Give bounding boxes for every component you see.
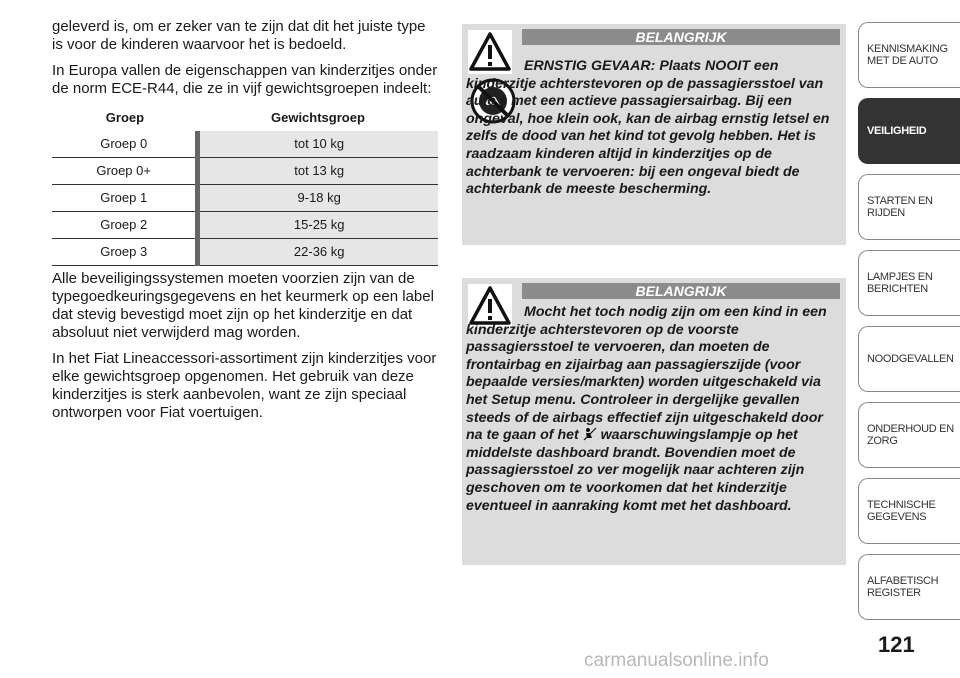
weight-cell: 22-36 kg <box>198 239 438 266</box>
table-header-weight: Gewichtsgroep <box>270 110 365 125</box>
page-number: 121 <box>878 632 915 657</box>
warning-box-deactivate <box>462 278 846 565</box>
table-row <box>52 158 438 185</box>
weight-cell: tot 13 kg <box>198 158 438 185</box>
tab-noodgevallen[interactable]: NOODGEVALLEN <box>858 326 960 392</box>
tab-register[interactable]: ALFABETISCH REGISTER <box>858 554 960 620</box>
group-cell: Groep 0+ <box>52 158 198 185</box>
warning-text-part2: waarschuwingslampje op het middelste dashboard brandt. Bovendien moet de passagiersstoel zo ver mogelijk naar achteren zijn geschoven om te voorkomen dat het kinderzitje eventueel in aanraking komt met het dashboard. <box>466 427 805 514</box>
watermark: carmanualsonline.info <box>584 650 769 671</box>
warning-banner: BELANGRIJK <box>522 283 840 299</box>
warning-text-part1: Mocht het toch nodig zijn om een kind in een kinderzitje achterstevoren op de voorste passagiersstoel te vervoeren, dan moeten de frontairbag en zijairbag aan passagierszijde (voor bepaalde versies/markten) worden uitgeschakeld via het Setup menu. Controleer in dergelijke gevallen steeds of de airbags effectief zijn uitgeschakeld door na te gaan of het <box>466 304 827 444</box>
tab-veiligheid[interactable]: VEILIGHEID <box>858 98 960 164</box>
accessory-paragraph: In het Fiat Lineaccessori-assortiment zijn kinderzitjes voor elke gewichtsgroep opgenomen. Het gebruik van deze kinderzitjes is sterk aanbevolen, want ze zijn speciaal ontworpen voor Fiat voertuigen. <box>52 350 437 421</box>
tab-lampjes[interactable]: LAMPJES EN BERICHTEN <box>858 250 960 316</box>
weight-cell: 9-18 kg <box>198 185 438 212</box>
tab-starten[interactable]: STARTEN EN RIJDEN <box>858 174 960 240</box>
weight-group-table <box>52 106 438 266</box>
label-paragraph: Alle beveiligingssystemen moeten voorzien zijn van de typegoedkeuringsgegevens en het keurmerk op een label dat stevig bevestigd moet zijn op het kinderzitje en dat absoluut niet verwijderd mag worden. <box>52 270 434 341</box>
table-row <box>52 185 438 212</box>
group-cell: Groep 3 <box>52 239 198 266</box>
tab-onderhoud[interactable]: ONDERHOUD EN ZORG <box>858 402 960 468</box>
table-header-group: Groep <box>105 110 145 125</box>
body-text-column <box>52 18 440 430</box>
group-cell: Groep 2 <box>52 212 198 239</box>
tab-technische[interactable]: TECHNISCHE GEGEVENS <box>858 478 960 544</box>
weight-cell: tot 10 kg <box>198 131 438 158</box>
warning-banner: BELANGRIJK <box>522 29 840 45</box>
weight-cell: 15-25 kg <box>198 212 438 239</box>
table-row <box>52 212 438 239</box>
norm-paragraph: In Europa vallen de eigenschappen van kinderzitjes onder de norm ECE-R44, die ze in vijf gewichtsgroepen indeelt: <box>52 62 438 97</box>
warning-box-airbag <box>462 24 846 245</box>
tab-kennismaking[interactable]: KENNISMAKING MET DE AUTO <box>858 22 960 88</box>
group-cell: Groep 0 <box>52 131 198 158</box>
table-row <box>52 239 438 266</box>
warning-text-deactivate <box>466 304 840 515</box>
passenger-airbag-off-icon <box>583 427 597 441</box>
warning-text-airbag: ERNSTIG GEVAAR: Plaats NOOIT een kinderzitje achterstevoren op de passagiersstoel van auto's met een actieve passagiersairbag. Bij een ongeval, hoe klein ook, kan de airbag ernstig letsel en zelfs de dood van het kind tot gevolg hebben. Het is raadzaam kinderen altijd in kinderzitjes op de achterbank te vervoeren: bij een ongeval biedt de achterbank de meeste bescherming. <box>466 58 830 198</box>
group-cell: Groep 1 <box>52 185 198 212</box>
intro-paragraph: geleverd is, om er zeker van te zijn dat dit het juiste type is voor de kinderen waarvoor het is bedoeld. <box>52 18 426 53</box>
table-row <box>52 131 438 158</box>
